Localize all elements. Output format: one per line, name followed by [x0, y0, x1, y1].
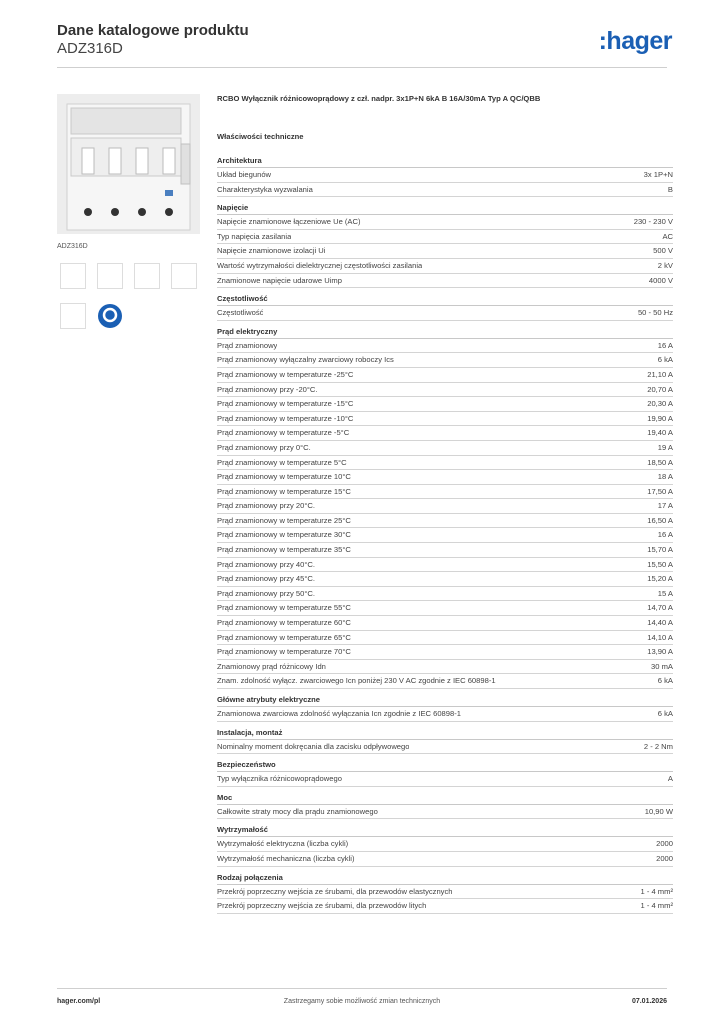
spec-value: 230 - 230 V [633, 217, 673, 227]
spec-row [217, 558, 673, 573]
spec-label: Prąd znamionowy [217, 340, 278, 350]
thumbnail-icon[interactable] [171, 263, 197, 289]
section-heading: Moc [217, 793, 673, 805]
spec-row [217, 244, 673, 259]
spec-value: 2 kV [657, 260, 673, 270]
spec-label: Częstotliwość [217, 308, 264, 318]
spec-label: Prąd znamionowy w temperaturze 60°C [217, 618, 351, 628]
spec-row [217, 230, 673, 245]
spec-label: Prąd znamionowy w temperaturze 55°C [217, 603, 351, 613]
spec-value: 15 A [657, 588, 673, 598]
spec-value: 15,20 A [647, 574, 673, 584]
spec-row [217, 616, 673, 631]
spec-row [217, 183, 673, 198]
spec-label: Znamionowa zwarciowa zdolność wyłączania Icn zgodnie z IEC 60898-1 [217, 709, 461, 718]
thumbnail-icon[interactable] [60, 263, 86, 289]
quality-badge-icon[interactable] [97, 303, 123, 329]
product-image [57, 94, 200, 234]
spec-row [217, 485, 673, 500]
spec-label: Napięcie znamionowe łączeniowe Ue (AC) [217, 217, 361, 227]
spec-row [217, 441, 673, 456]
spec-row [217, 528, 673, 543]
spec-label: Prąd znamionowy w temperaturze 70°C [217, 647, 351, 657]
properties-heading: Właściwości techniczne [217, 132, 304, 141]
spec-label: Prąd znamionowy w temperaturze 35°C [217, 545, 351, 555]
spec-label: Znamionowe napięcie udarowe Uimp [217, 275, 342, 285]
spec-row [217, 674, 673, 689]
spec-value: 16 A [657, 530, 673, 540]
spec-label: Prąd znamionowy w temperaturze 65°C [217, 632, 351, 642]
spec-value: 14,70 A [647, 603, 673, 613]
spec-value: 30 mA [651, 661, 673, 671]
image-caption: ADZ316D [57, 243, 88, 250]
spec-label: Prąd znamionowy w temperaturze 30°C [217, 530, 351, 540]
spec-value: AC [662, 231, 673, 241]
spec-label: Znam. zdolność wyłącz. zwarciowego Icn poniżej 230 V AC zgodnie z IEC 60898-1 [217, 676, 496, 686]
spec-value: 13,90 A [647, 647, 673, 657]
spec-label: Prąd znamionowy w temperaturze -10°C [217, 413, 354, 423]
spec-label: Prąd znamionowy w temperaturze -15°C [217, 399, 354, 409]
spec-value: 16,50 A [647, 515, 673, 525]
spec-label: Układ biegunów [217, 170, 272, 179]
spec-label: Charakterystyka wyzwalania [217, 184, 313, 194]
page-title: Dane katalogowe produktu [57, 22, 249, 39]
section-heading: Bezpieczeństwo [217, 760, 673, 772]
spec-value: 10,90 W [644, 806, 673, 816]
spec-row [217, 306, 673, 321]
spec-label: Prąd znamionowy wyłączalny zwarciowy roboczy Ics [217, 355, 394, 365]
footer-date: 07.01.2026 [631, 998, 667, 1005]
spec-label: Prąd znamionowy przy -20°C. [217, 384, 318, 394]
spec-row [217, 837, 673, 852]
spec-row [217, 805, 673, 820]
spec-row [217, 456, 673, 471]
spec-label: Prąd znamionowy przy 0°C. [217, 442, 311, 452]
spec-value: A [667, 774, 673, 784]
spec-label: Napięcie znamionowe izolacji Ui [217, 246, 326, 256]
spec-row [217, 740, 673, 755]
section-heading: Architektura [217, 156, 673, 168]
spec-label: Wytrzymałość mechaniczna (liczba cykli) [217, 853, 355, 863]
spec-row [217, 499, 673, 514]
spec-value: 21,10 A [647, 369, 673, 379]
spec-row [217, 645, 673, 660]
spec-row [217, 215, 673, 230]
spec-label: Prąd znamionowy w temperaturze 5°C [217, 457, 347, 467]
spec-row [217, 572, 673, 587]
spec-row [217, 514, 673, 529]
spec-value: 17 A [657, 501, 673, 511]
spec-label: Prąd znamionowy w temperaturze 10°C [217, 472, 351, 482]
spec-row [217, 587, 673, 602]
spec-row [217, 368, 673, 383]
spec-row [217, 772, 673, 787]
spec-label: Przekrój poprzeczny wejścia ze śrubami, dla przewodów elastycznych [217, 886, 453, 896]
spec-value: 19,40 A [647, 428, 673, 438]
section-heading: Wytrzymałość [217, 825, 673, 837]
spec-value: 19 A [657, 442, 673, 452]
spec-label: Prąd znamionowy w temperaturze 25°C [217, 515, 351, 525]
spec-row [217, 601, 673, 616]
spec-value: 1 - 4 mm² [640, 886, 673, 896]
spec-value: 2000 [656, 839, 673, 849]
spec-label: Prąd znamionowy przy 45°C. [217, 574, 315, 584]
spec-label: Nominalny moment dokręcania dla zacisku odpływowego [217, 741, 410, 751]
spec-value: 19,90 A [647, 413, 673, 423]
spec-row [217, 339, 673, 354]
spec-value: 4000 V [648, 275, 673, 285]
spec-row [217, 274, 673, 289]
spec-row [217, 353, 673, 368]
spec-row [217, 383, 673, 398]
footer-website[interactable]: hager.com/pl [57, 998, 101, 1005]
spec-value: 50 - 50 Hz [637, 308, 673, 318]
section-heading: Prąd elektryczny [217, 327, 673, 339]
spec-value: 1 - 4 mm² [640, 901, 673, 911]
footer-disclaimer: Zastrzegamy sobie możliwość zmian technicznych [283, 998, 441, 1005]
spec-row [217, 631, 673, 646]
spec-value: 20,30 A [647, 399, 673, 409]
spec-row [217, 397, 673, 412]
spec-row [217, 707, 673, 722]
spec-label: Prąd znamionowy przy 20°C. [217, 501, 315, 511]
spec-row [217, 852, 673, 867]
spec-label: Typ napięcia zasilania [217, 231, 292, 241]
spec-value: 3x 1P+N [643, 170, 673, 179]
section-heading: Napięcie [217, 203, 673, 215]
spec-label: Znamionowy prąd różnicowy Idn [217, 661, 326, 671]
spec-label: Wartość wytrzymałości dielektrycznej częstotliwości zasilania [217, 260, 423, 270]
section-heading: Główne atrybuty elektryczne [217, 695, 673, 707]
spec-label: Prąd znamionowy przy 40°C. [217, 559, 315, 569]
spec-value: 18,50 A [647, 457, 673, 467]
spec-row [217, 660, 673, 675]
section-heading: Instalacja, montaż [217, 728, 673, 740]
spec-sections [217, 156, 673, 914]
spec-row [217, 543, 673, 558]
spec-label: Prąd znamionowy w temperaturze -5°C [217, 428, 350, 438]
spec-value: 500 V [653, 246, 673, 256]
spec-label: Prąd znamionowy w temperaturze -25°C [217, 369, 354, 379]
spec-value: 2 - 2 Nm [643, 741, 673, 751]
spec-row [217, 168, 673, 183]
spec-label: Prąd znamionowy przy 50°C. [217, 588, 315, 598]
spec-value: 6 kA [657, 355, 673, 365]
spec-row [217, 259, 673, 274]
header-divider [57, 67, 667, 68]
product-code: ADZ316D [57, 40, 123, 57]
footer-divider [57, 988, 667, 989]
spec-value: B [667, 184, 673, 194]
spec-row [217, 412, 673, 427]
spec-value: 6 kA [657, 676, 673, 686]
spec-value: 2000 [656, 853, 673, 863]
section-heading: Rodzaj połączenia [217, 873, 673, 885]
thumbnail-icon[interactable] [97, 263, 123, 289]
spec-value: 15,50 A [647, 559, 673, 569]
spec-value: 18 A [657, 472, 673, 482]
spec-row [217, 426, 673, 441]
spec-row [217, 885, 673, 900]
spec-value: 14,10 A [647, 632, 673, 642]
hager-logo: :hager [598, 27, 672, 55]
spec-label: Przekrój poprzeczny wejścia ze śrubami, dla przewodów litych [217, 901, 427, 911]
product-title: RCBO Wyłącznik różnicowoprądowy z czł. nadpr. 3x1P+N 6kA B 16A/30mA Typ A QC/QBB [217, 94, 541, 103]
spec-value: 15,70 A [647, 545, 673, 555]
spec-value: 6 kA [657, 709, 673, 718]
spec-value: 14,40 A [647, 618, 673, 628]
spec-row [217, 470, 673, 485]
product-details [217, 94, 673, 914]
spec-label: Typ wyłącznika różnicowoprądowego [217, 774, 342, 784]
spec-label: Wytrzymałość elektryczna (liczba cykli) [217, 839, 349, 849]
spec-value: 17,50 A [647, 486, 673, 496]
thumbnail-icon[interactable] [134, 263, 160, 289]
spec-label: Prąd znamionowy w temperaturze 15°C [217, 486, 351, 496]
thumbnail-icon[interactable] [60, 303, 86, 329]
spec-value: 20,70 A [647, 384, 673, 394]
spec-value: 16 A [657, 340, 673, 350]
spec-row [217, 899, 673, 914]
section-heading: Częstotliwość [217, 294, 673, 306]
spec-label: Całkowite straty mocy dla prądu znamionowego [217, 806, 378, 816]
